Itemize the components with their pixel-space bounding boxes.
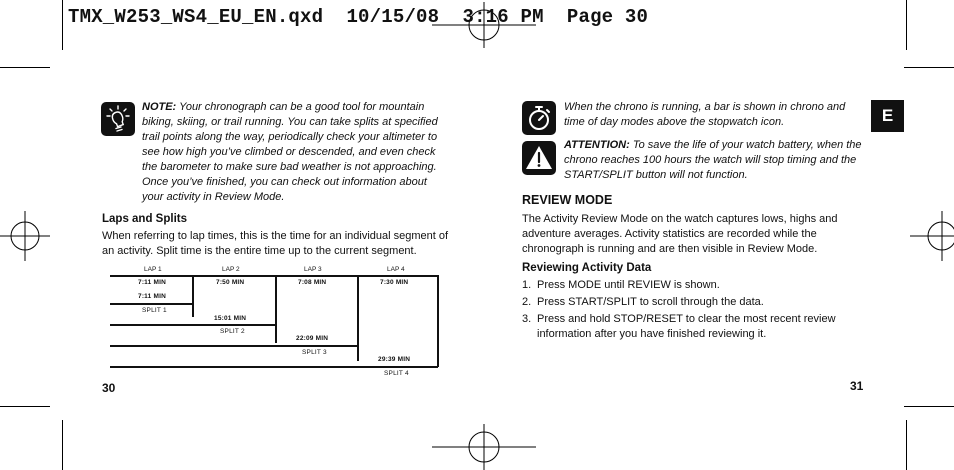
registration-mark-bottom (432, 424, 536, 470)
lap-divider (437, 275, 439, 367)
step-text: Press MODE until REVIEW is shown. (537, 279, 720, 291)
split-time-label: 7:11 MIN (138, 293, 166, 300)
lap-time-label: 7:30 MIN (380, 279, 409, 286)
lap-label: LAP 3 (304, 266, 322, 273)
crop-mark-top-right-vertical (906, 0, 907, 50)
lap-divider (357, 275, 359, 361)
note-label: NOTE: (142, 101, 177, 113)
lap-label: LAP 4 (387, 266, 405, 273)
crop-mark-bottom-left-vertical (62, 420, 63, 470)
note-paragraph (142, 100, 450, 205)
split-time-label: 29:39 MIN (378, 356, 411, 363)
crop-mark-top-right-horizontal (904, 67, 954, 68)
attention-note (564, 138, 866, 183)
laps-paragraph: When referring to lap times, this is the time for an individual segment of an activity. Split time is the entire time up to the current segment. (102, 230, 449, 257)
reviewing-activity-heading: Reviewing Activity Data (522, 262, 652, 274)
review-mode-heading: REVIEW MODE (522, 193, 613, 207)
split-time-label: 22:09 MIN (296, 335, 329, 342)
chrono-note: When the chrono is running, a bar is shown in chrono and time of day modes above the stopwatch icon. (564, 101, 846, 128)
note-text: Your chronograph can be a good tool for mountain biking, skiing, or trail running. You can take splits at specified trail points along the way, periodically check your altimeter to see how high you’ve climbed or descended, and even check the barometer to make sure bad weather is not approaching. Once you’ve finished, you can check out information about your activity in Review Mode. (142, 101, 438, 203)
crop-mark-top-left-vertical (62, 0, 63, 50)
step-number: 2. (522, 296, 532, 308)
list-item (522, 312, 872, 342)
split-line (110, 366, 438, 368)
warning-triangle-icon (522, 141, 556, 175)
split-name-label: SPLIT 1 (142, 307, 167, 314)
file-header: TMX_W253_WS4_EU_EN.qxd 10/15/08 3:16 PM Page 30 (68, 6, 649, 28)
lap-time-label: 7:50 MIN (216, 279, 245, 286)
crop-mark-bottom-right-vertical (906, 420, 907, 470)
lightbulb-icon (101, 102, 135, 136)
attention-text: To save the life of your watch battery, when the chrono reaches 100 hours the watch will stop timing and the START/SPLIT button will not function. (564, 139, 862, 181)
review-steps-list (522, 278, 872, 342)
lap-time-label: 7:08 MIN (298, 279, 327, 286)
laps-heading: Laps and Splits (102, 213, 187, 225)
crop-mark-bottom-left-horizontal (0, 406, 50, 407)
step-text: Press and hold STOP/RESET to clear the most recent review information after you have finished reviewing it. (537, 313, 836, 340)
split-line (110, 345, 357, 347)
split-time-label: 15:01 MIN (214, 315, 247, 322)
registration-mark-left (0, 211, 50, 261)
language-tab: E (871, 100, 904, 132)
stopwatch-icon (522, 101, 556, 135)
lap-divider (192, 275, 194, 317)
split-name-label: SPLIT 2 (220, 328, 245, 335)
laps-splits-diagram (110, 265, 442, 380)
page-number-right: 31 (850, 379, 864, 393)
crop-mark-bottom-right-horizontal (904, 406, 954, 407)
step-number: 1. (522, 279, 532, 291)
crop-mark-top-left-horizontal (0, 67, 50, 68)
split-line (110, 303, 192, 305)
page-number-left: 30 (102, 381, 116, 395)
split-line (110, 324, 275, 326)
split-name-label: SPLIT 3 (302, 349, 327, 356)
list-item (522, 278, 872, 293)
split-name-label: SPLIT 4 (384, 370, 409, 377)
step-text: Press START/SPLIT to scroll through the data. (537, 296, 764, 308)
lap-label: LAP 2 (222, 266, 240, 273)
lap-axis-line (110, 275, 438, 277)
registration-mark-right (910, 211, 954, 261)
step-number: 3. (522, 313, 532, 325)
review-mode-paragraph: The Activity Review Mode on the watch captures lows, highs and adventure averages. Activity statistics are recorded while the chronograph is running and are then visible in Review Mode. (522, 213, 838, 255)
list-item (522, 295, 872, 310)
lap-time-label: 7:11 MIN (138, 279, 166, 286)
lap-divider (275, 275, 277, 343)
attention-label: ATTENTION: (564, 139, 630, 151)
lap-label: LAP 1 (144, 266, 162, 273)
